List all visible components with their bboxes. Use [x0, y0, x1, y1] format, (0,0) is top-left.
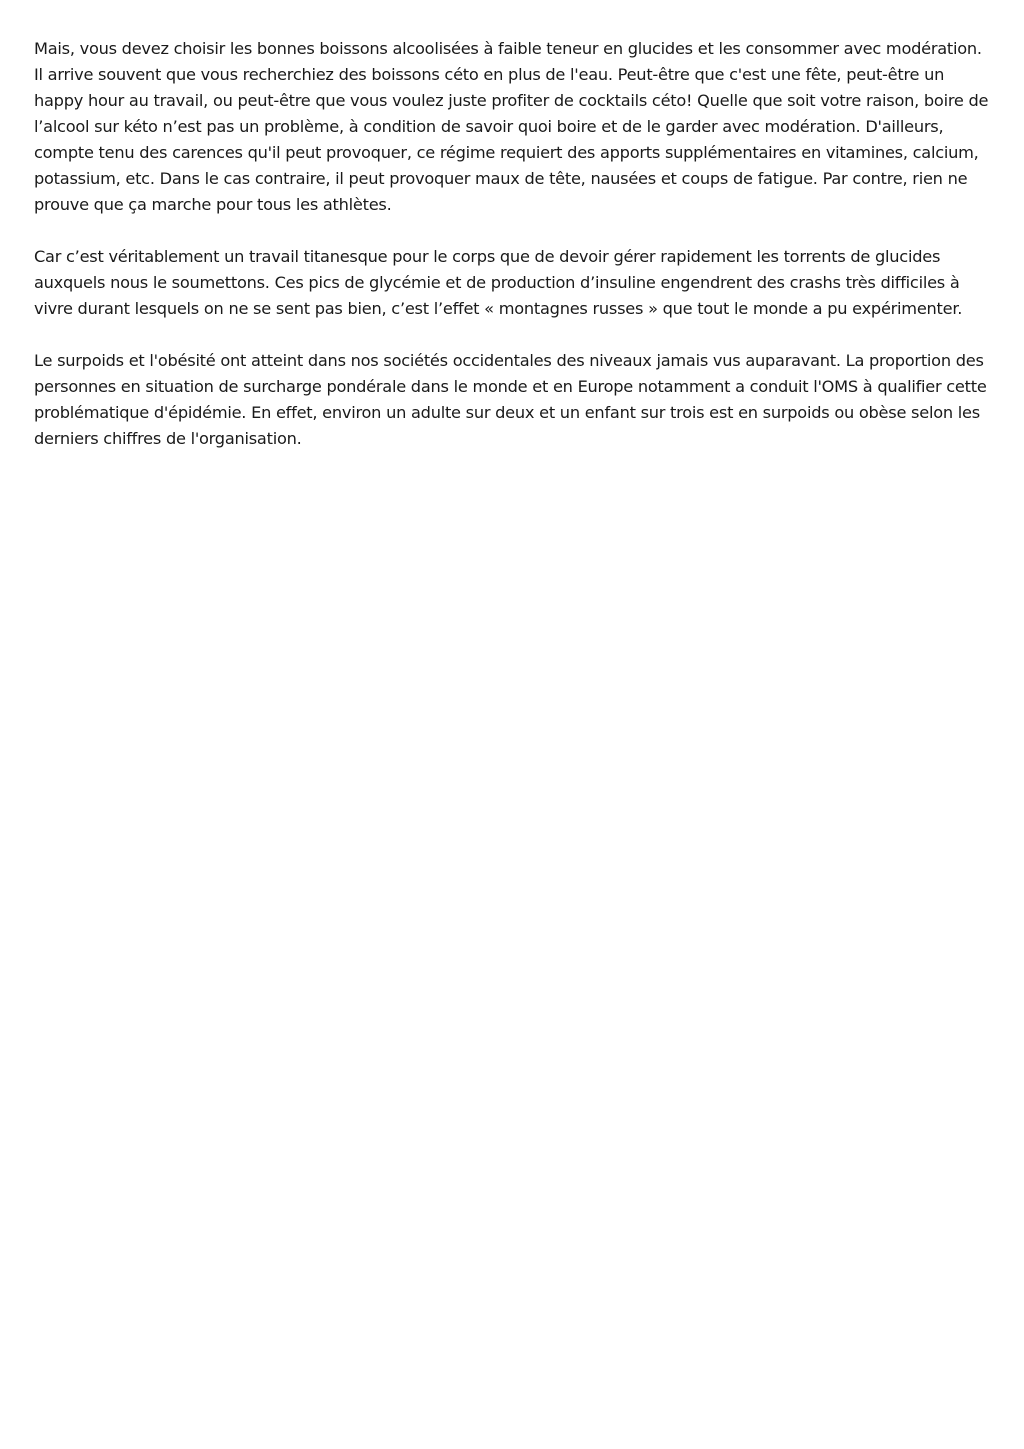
paragraph-glucides-torrents: Car c’est véritablement un travail titanesque pour le corps que de devoir gérer rapidement les torrents de glucides auxquels nous le soumettons. Ces pics de glycémie et de production d’insuline engendrent des crashs très difficiles à vivre durant lesquels on ne se sent pas bien, c’est l’effet « montagnes russes » que tout le monde a pu expérimenter.: [34, 247, 963, 318]
paragraph-keto-alcohol: Mais, vous devez choisir les bonnes boissons alcoolisées à faible teneur en glucides et les consommer avec modération. Il arrive souvent que vous recherchiez des boissons céto en plus de l'eau. Peut-être que c'est une fête, peut-être un happy hour au travail, ou peut-être que vous voulez juste profiter de cocktails céto! Quelle que soit votre raison, boire de l’alcool sur kéto n’est pas un problème, à condition de savoir quoi boire et de le garder avec modération. D'ailleurs, compte tenu des carences qu'il peut provoquer, ce régime requiert des apports supplémentaires en vitamines, calcium, potassium, etc. Dans le cas contraire, il peut provoquer maux de tête, nausées et coups de fatigue. Par contre, rien ne prouve que ça marche pour tous les athlètes.: [34, 39, 989, 214]
paragraph-surpoids-obesite: Le surpoids et l'obésité ont atteint dans nos sociétés occidentales des niveaux jamais vus auparavant. La proportion des personnes en situation de surcharge pondérale dans le monde et en Europe notamment a conduit l'OMS à qualifier cette problématique d'épidémie. En effet, environ un adulte sur deux et un enfant sur trois est en surpoids ou obèse selon les derniers chiffres de l'organisation.: [34, 351, 987, 448]
document-page: [34, 36, 992, 478]
